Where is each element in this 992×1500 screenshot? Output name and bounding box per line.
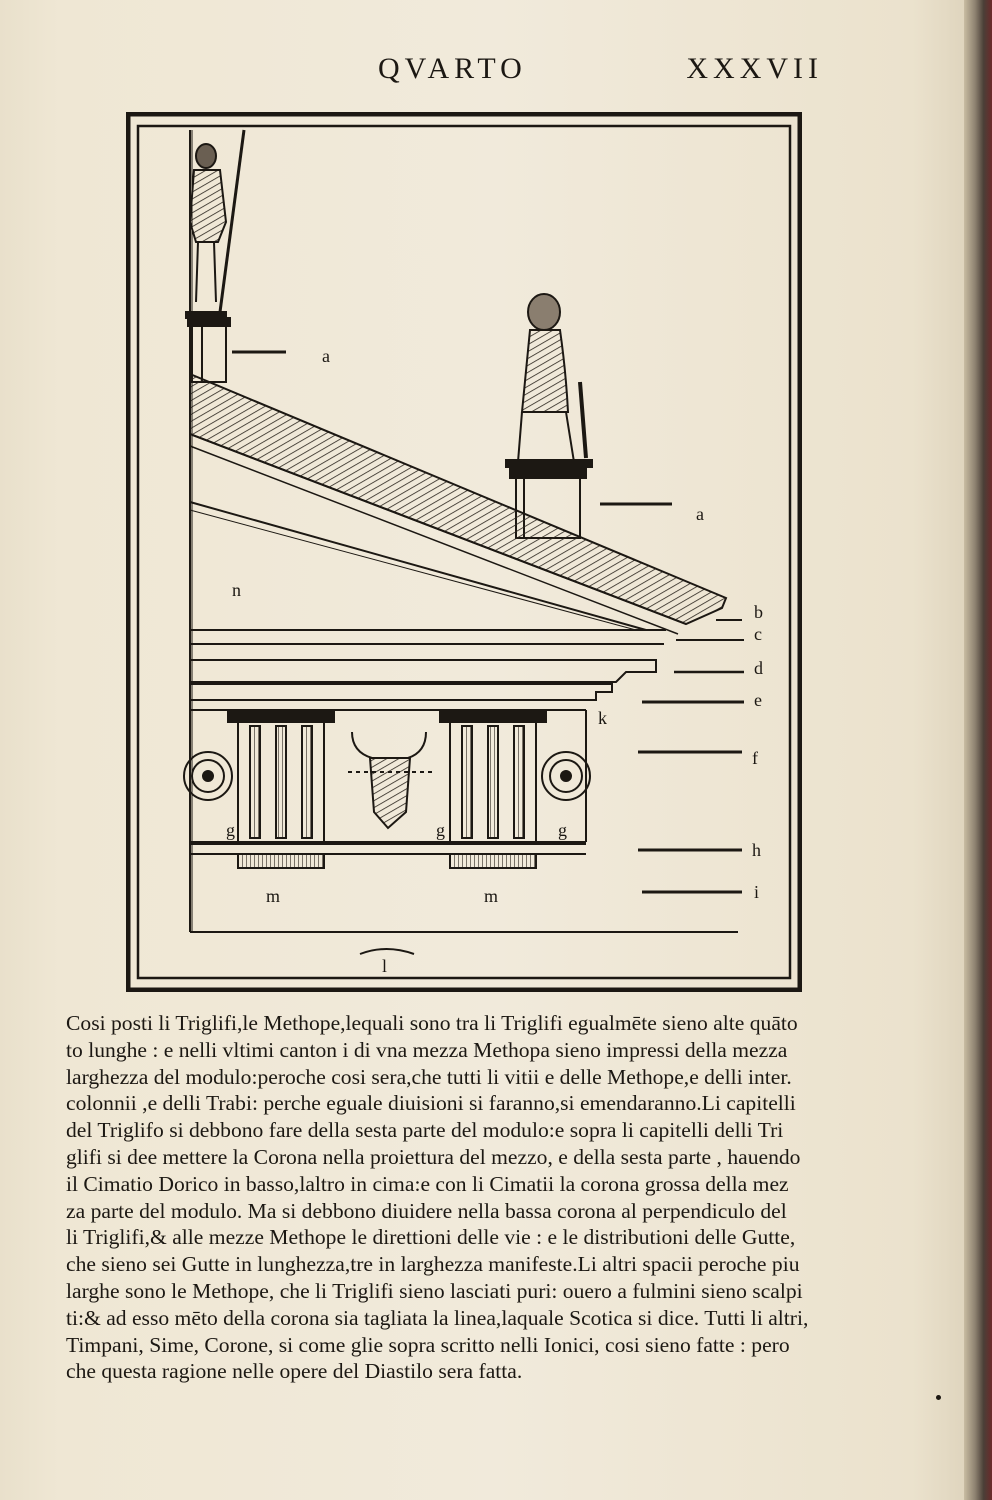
rosette-left <box>184 752 232 800</box>
label-f: f <box>752 748 758 768</box>
text-line: li Triglifi,& alle mezze Methope le direttioni delle vie : e le distributioni delle Gutte, <box>66 1225 796 1250</box>
taenia-and-guttae <box>190 844 586 868</box>
text-line: larghezza del modulo:peroche cosi sera,che tutti li vitii e delle Methope,e delli inter. <box>66 1064 792 1089</box>
text-line: to lunghe : e nelli vltimi canton i di vna mezza Methopa sieno impressi della mezza <box>66 1037 788 1062</box>
ink-dot <box>936 1395 941 1400</box>
text-line: za parte del modulo. Ma si debbono diuidere nella bassa corona al perpendiculo del <box>66 1198 787 1223</box>
folio-number: XXXVII <box>686 52 823 85</box>
label-a-top: a <box>322 346 330 366</box>
label-e: e <box>754 690 762 710</box>
text-line: Cosi posti li Triglifi,le Methope,lequali sono tra li Triglifi egualmēte sieno alte quāto <box>66 1011 798 1035</box>
text-line: il Cimatio Dorico in basso,laltro in cima:e con li Cimatii la corona grossa della mez <box>66 1171 789 1196</box>
text-line: che questa ragione nelle opere del Diastilo sera fatta. <box>66 1359 523 1384</box>
label-b: b <box>754 602 763 622</box>
woodcut-illustration <box>126 112 802 992</box>
text-line: larghe sono le Methope, che li Triglifi sieno lasciati puri: ouero a fulmini sieno scalpi <box>66 1278 803 1303</box>
raking-cornice <box>190 374 726 624</box>
text-line: colonnii ,e delli Trabi: perche eguale diuisioni si faranno,si emendaranno.Li capitelli <box>66 1091 796 1116</box>
soldier-statue <box>186 130 244 318</box>
text-line: ti:& ad esso mēto della corona sia tagliata la linea,laquale Scotica si dice. Tutti li altri, <box>66 1305 809 1330</box>
label-m-right: m <box>484 886 499 906</box>
satyr-statue <box>506 294 592 467</box>
label-m-left: m <box>266 886 281 906</box>
label-d: d <box>754 658 763 678</box>
horizontal-cornice <box>190 630 666 700</box>
triglyph-left <box>228 710 334 842</box>
label-i: i <box>754 882 760 902</box>
label-c: c <box>754 624 762 644</box>
bucranium-metope <box>348 732 432 828</box>
running-head <box>378 52 823 92</box>
label-k: k <box>598 708 607 728</box>
label-g-middle: g <box>436 820 445 840</box>
label-g-right: g <box>558 820 567 840</box>
running-head-title: QVARTO <box>378 52 527 85</box>
label-n: n <box>232 580 241 600</box>
label-l: l <box>382 956 388 976</box>
triglyph-right <box>440 710 546 842</box>
soldier-pedestal <box>188 318 230 382</box>
label-a: a <box>696 504 704 524</box>
text-line: del Triglifo si debbono fare della sesta parte del modulo:e sopra li capitelli delli Tri <box>66 1118 784 1143</box>
doric-pediment-woodcut <box>126 112 802 992</box>
label-h: h <box>752 840 761 860</box>
text-line: Timpani, Sime, Corone, si come glie sopra scritto nelli Ionici, cosi sieno fatte : pero <box>66 1332 790 1357</box>
body-text <box>66 1010 886 1385</box>
rosette-right <box>542 752 590 800</box>
text-line: glifi si dee mettere la Corona nella proiettura del mezzo, e della sesta parte , hauendo <box>66 1144 801 1169</box>
page-binding-edge <box>964 0 992 1500</box>
text-line: che sieno sei Gutte in lunghezza,tre in larghezza manifeste.Li altri spacii peroche piu <box>66 1252 800 1277</box>
label-g-left: g <box>226 820 235 840</box>
